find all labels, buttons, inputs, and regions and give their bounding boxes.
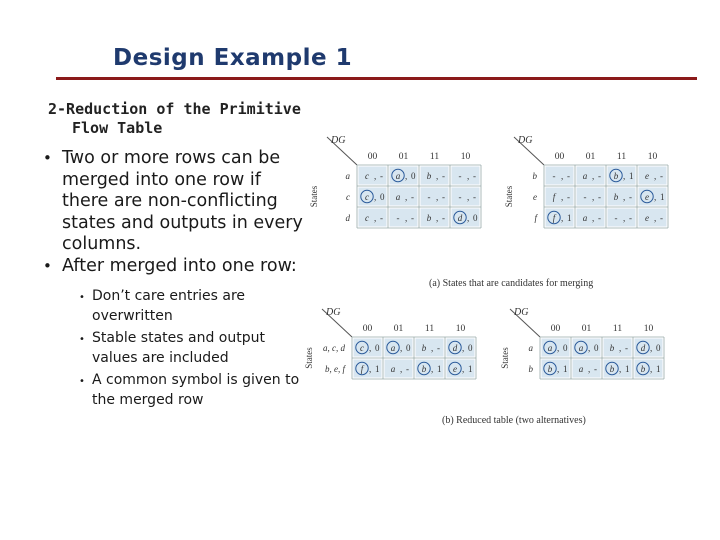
output-value: 0 <box>411 170 416 181</box>
output-value: - <box>411 212 414 223</box>
row-label: a <box>528 343 533 353</box>
next-state-value: f <box>552 191 556 202</box>
output-value: - <box>442 170 445 181</box>
next-state-value: - <box>427 191 431 202</box>
output-value: 1 <box>656 363 661 374</box>
next-state-value: d <box>452 342 458 353</box>
cell-separator: , <box>654 191 657 202</box>
bullet-item <box>32 256 307 411</box>
next-state-value: e <box>645 212 649 223</box>
cell-separator: , <box>374 191 377 202</box>
cell-separator: , <box>467 191 470 202</box>
corner-label: DG <box>518 135 533 146</box>
row-label: c <box>346 192 350 202</box>
next-state-value: - <box>396 212 400 223</box>
row-label: a, c, d <box>323 343 345 353</box>
next-state-value: a <box>578 363 584 374</box>
column-header: 00 <box>550 324 561 334</box>
output-value: - <box>629 191 632 202</box>
next-state-value: b <box>613 170 619 181</box>
column-header: 01 <box>398 152 409 162</box>
cell-separator: , <box>592 170 595 181</box>
next-state-value: f <box>552 212 556 223</box>
cell-separator: , <box>650 363 653 374</box>
column-header: 01 <box>393 324 404 334</box>
bullet-text: After merged into one row: <box>62 255 297 276</box>
cell-separator: , <box>654 212 657 223</box>
next-state-value: b <box>421 363 427 374</box>
output-value: - <box>380 212 383 223</box>
cell-separator: , <box>654 170 657 181</box>
cell-separator: , <box>462 342 465 353</box>
states-axis-label: States <box>304 347 314 369</box>
next-state-value: e <box>645 170 649 181</box>
next-state-value: - <box>614 212 618 223</box>
next-state-value: c <box>365 170 369 181</box>
cell-separator: , <box>400 363 403 374</box>
next-state-value: d <box>457 212 463 223</box>
caption-b: (b) Reduced table (two alternatives) <box>442 415 586 426</box>
next-state-value: c <box>365 191 369 202</box>
cell-separator: , <box>405 170 408 181</box>
column-header: 10 <box>455 324 466 334</box>
next-state-value: e <box>645 191 649 202</box>
row-label: a <box>345 171 350 181</box>
next-state-value: a <box>390 342 396 353</box>
next-state-value: b <box>609 342 615 353</box>
next-state-value: e <box>453 363 457 374</box>
output-value: - <box>594 363 597 374</box>
caption-a: (a) States that are candidates for merging <box>429 278 594 289</box>
row-label: b <box>528 364 533 374</box>
corner-label: DG <box>331 135 346 146</box>
title-underline <box>56 77 697 80</box>
output-value: 0 <box>406 342 411 353</box>
sub-bullet-text: Don’t care entries are overwritten <box>92 288 246 324</box>
column-header: 11 <box>616 152 627 162</box>
output-value: 0 <box>594 342 599 353</box>
cell-separator: , <box>436 212 439 223</box>
output-value: 0 <box>563 342 568 353</box>
row-label: b <box>532 171 537 181</box>
output-value: 1 <box>625 363 630 374</box>
output-value: - <box>442 212 445 223</box>
output-value: - <box>598 212 601 223</box>
next-state-value: a <box>547 342 553 353</box>
output-value: 1 <box>567 212 572 223</box>
next-state-value: b <box>547 363 553 374</box>
output-value: - <box>473 191 476 202</box>
bullet-list <box>32 148 307 413</box>
output-value: 1 <box>437 363 442 374</box>
flow-table-figure <box>300 125 670 435</box>
next-state-value: a <box>582 170 588 181</box>
next-state-value: - <box>458 170 462 181</box>
bullet-item <box>32 148 307 256</box>
cell-separator: , <box>623 170 626 181</box>
output-value: 0 <box>473 212 478 223</box>
column-header: 11 <box>429 152 440 162</box>
row-label: f <box>534 213 537 223</box>
cell-separator: , <box>592 191 595 202</box>
output-value: - <box>380 170 383 181</box>
cell-separator: , <box>462 363 465 374</box>
states-axis-label: States <box>504 185 514 208</box>
sub-bullet-item <box>72 329 307 368</box>
section-heading-line1: 2-Reduction of the Primitive <box>48 100 301 118</box>
section-heading-line2: Flow Table <box>72 119 163 137</box>
column-header: 00 <box>554 152 565 162</box>
column-header: 01 <box>585 152 596 162</box>
next-state-value: b <box>640 363 646 374</box>
cell-separator: , <box>400 342 403 353</box>
cell-separator: , <box>374 170 377 181</box>
corner-label: DG <box>514 307 529 318</box>
output-value: - <box>660 170 663 181</box>
output-value: 0 <box>656 342 661 353</box>
sub-bullet-item <box>72 371 307 410</box>
cell-separator: , <box>467 212 470 223</box>
cell-separator: , <box>557 363 560 374</box>
column-header: 10 <box>643 324 654 334</box>
cell-separator: , <box>650 342 653 353</box>
column-header: 00 <box>367 152 378 162</box>
next-state-value: b <box>426 170 432 181</box>
cell-separator: , <box>623 191 626 202</box>
cell-separator: , <box>436 170 439 181</box>
next-state-value: d <box>640 342 646 353</box>
output-value: 1 <box>375 363 380 374</box>
cell-separator: , <box>619 342 622 353</box>
cell-separator: , <box>431 342 434 353</box>
cell-separator: , <box>561 191 564 202</box>
next-state-value: a <box>390 363 396 374</box>
cell-separator: , <box>619 363 622 374</box>
output-value: - <box>437 342 440 353</box>
output-value: - <box>567 191 570 202</box>
slide-title: Design Example 1 <box>113 45 353 71</box>
sub-bullet-text: A common symbol is given to the merged row <box>92 372 300 408</box>
cell-separator: , <box>374 212 377 223</box>
sub-bullet-text: Stable states and output values are included <box>92 330 265 366</box>
sub-bullet-item <box>72 287 307 326</box>
section-heading <box>48 100 301 138</box>
column-header: 10 <box>460 152 471 162</box>
cell-separator: , <box>561 212 564 223</box>
sub-bullet-list <box>62 287 307 410</box>
next-state-value: c <box>360 342 364 353</box>
cell-separator: , <box>592 212 595 223</box>
column-header: 11 <box>612 324 623 334</box>
output-value: 1 <box>660 191 665 202</box>
cell-separator: , <box>431 363 434 374</box>
cell-separator: , <box>588 342 591 353</box>
output-value: - <box>411 191 414 202</box>
next-state-value: c <box>365 212 369 223</box>
output-value: 0 <box>380 191 385 202</box>
cell-separator: , <box>588 363 591 374</box>
cell-separator: , <box>467 170 470 181</box>
output-value: 1 <box>629 170 634 181</box>
corner-label: DG <box>326 307 341 318</box>
cell-separator: , <box>561 170 564 181</box>
output-value: 0 <box>468 342 473 353</box>
next-state-value: - <box>552 170 556 181</box>
cell-separator: , <box>369 363 372 374</box>
next-state-value: a <box>578 342 584 353</box>
output-value: - <box>598 170 601 181</box>
next-state-value: a <box>395 191 401 202</box>
cell-separator: , <box>623 212 626 223</box>
cell-separator: , <box>405 212 408 223</box>
next-state-value: b <box>421 342 427 353</box>
next-state-value: f <box>360 363 364 374</box>
output-value: 1 <box>563 363 568 374</box>
output-value: - <box>567 170 570 181</box>
cell-separator: , <box>405 191 408 202</box>
row-label: e <box>533 192 537 202</box>
row-label: b, e, f <box>325 364 345 374</box>
output-value: - <box>442 191 445 202</box>
cell-separator: , <box>557 342 560 353</box>
next-state-value: a <box>395 170 401 181</box>
next-state-value: - <box>583 191 587 202</box>
cell-separator: , <box>369 342 372 353</box>
bullet-text: Two or more rows can be merged into one row if there are non-conflicting states and outputs in every columns. <box>62 148 303 254</box>
output-value: - <box>625 342 628 353</box>
states-axis-label: States <box>309 185 319 208</box>
column-header: 11 <box>424 324 435 334</box>
next-state-value: - <box>458 191 462 202</box>
cell-separator: , <box>436 191 439 202</box>
output-value: - <box>598 191 601 202</box>
output-value: 0 <box>375 342 380 353</box>
row-label: d <box>345 213 350 223</box>
next-state-value: a <box>582 212 588 223</box>
column-header: 01 <box>581 324 592 334</box>
next-state-value: b <box>613 191 619 202</box>
column-header: 00 <box>362 324 373 334</box>
output-value: - <box>660 212 663 223</box>
output-value: - <box>473 170 476 181</box>
output-value: - <box>406 363 409 374</box>
next-state-value: b <box>609 363 615 374</box>
next-state-value: b <box>426 212 432 223</box>
states-axis-label: States <box>500 347 510 369</box>
column-header: 10 <box>647 152 658 162</box>
output-value: - <box>629 212 632 223</box>
output-value: 1 <box>468 363 473 374</box>
